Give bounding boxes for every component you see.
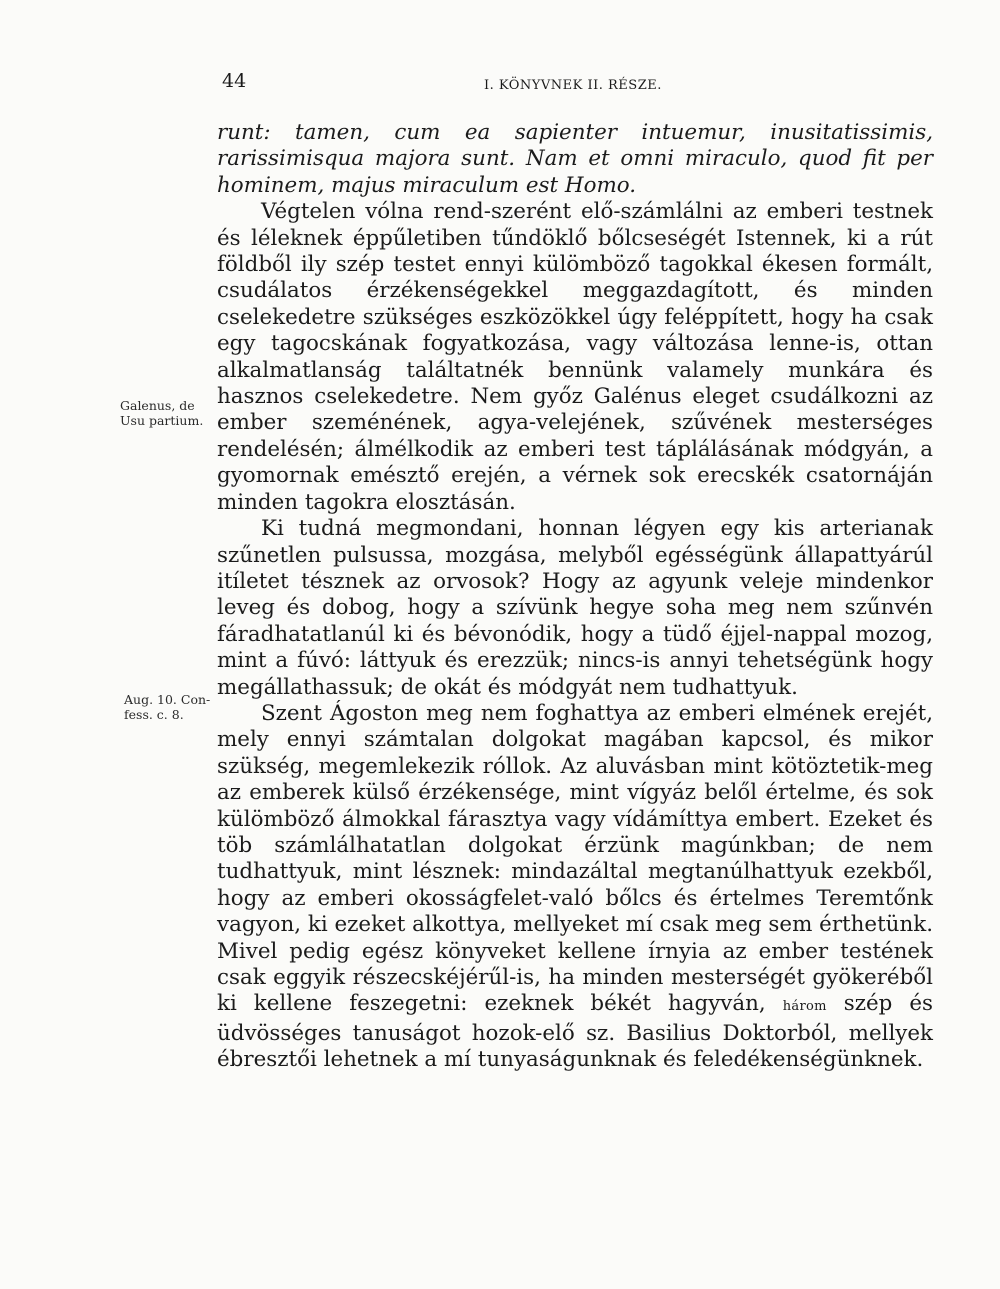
paragraph-pulse: Ki tudná megmondani, honnan légyen egy kis arterianak szűnetlen pulsussa, mozgása, melyből egésségünk állapattyárúl itíletet tésznek az orvosok? Hogy az agyunk veleje mindenkor leveg és dobog, hogy a szívünk hegye soha meg nem szűnvén fáradhatatlanúl ki és bévonódik, hogy a tüdő éjjel-nappal mozog, mint a fúvó: láttyuk és erezzük; nincs-is annyi tehetségünk hogy megállathassuk; de okát és módgyát nem tudhattyuk. bbox=[217, 516, 933, 700]
small-caps-word: három bbox=[782, 999, 827, 1015]
body-text bbox=[217, 120, 933, 1074]
page-header bbox=[0, 70, 1000, 100]
margin-note-augustine: Aug. 10. Con-fess. c. 8. bbox=[124, 692, 211, 722]
paragraph-augustine-text: Szent Ágoston meg nem foghattya az emberi elmének erejét, mely ennyi számtalan dolgokat magában kapcsol, és mikor szükség, megemlekezik róllok. Az aluvásban mint kötöztetik-meg az emberek külső érzékensége, mint vígyáz belől értelme, és sok külömböző álmokkal fárasztya vagy vídámíttya embert. Ezeket és töb számlálhatatlan dolgokat érzünk magúnkban; de nem tudhattyuk, mint lésznek: mindazáltal megtanúlhattyuk ezekből, hogy az emberi okosságfelet-való bőlcs és értelmes Teremtőnk vagyon, ki ezeket alkottya, mellyeket mí csak meg sem érthetünk. Mivel pedig egész könyveket kellene írnyia az ember testének csak eggyik részecskéjérűl-is, ha minden mesterségét gyökeréből ki kellene feszegetni: ezeknek békét hagyván, bbox=[217, 700, 933, 1017]
latin-quote-paragraph: runt: tamen, cum ea sapienter intuemur, inusitatissimis, rarissimisqua majora sunt. Nam et omni miraculo, quod fit per hominem, majus miraculum est Homo. bbox=[217, 120, 933, 198]
running-head: I. KÖNYVNEK II. RÉSZE. bbox=[484, 78, 662, 93]
page-number: 44 bbox=[222, 70, 247, 92]
paragraph-augustine-end: szép és üdvösséges tanuságot hozok-elő sz. Basilius Doktorból, mellyek ébresztői lehetnek a mí tunyaságunknak és feledékenségünknek. bbox=[217, 991, 933, 1073]
paragraph-augustine bbox=[217, 701, 933, 1074]
margin-note-galenus: Galenus, de Usu partium. bbox=[120, 398, 204, 428]
paragraph-body-wisdom: Végtelen vólna rend-szerént elő-számlálni az emberi testnek és léleknek éppűletiben tűndöklő bőlcseségét Istennek, ki a rút földből ily szép testet ennyi külömböző tagokkal ékesen formált, csudálatos érzékenségekkel meggazdagított, és minden cselekedetre szükséges eszközökkel úgy feléppített, hogy ha csak egy tagocskának fogyatkozása, vagy változása lenne-is, ottan alkalmatlanság találtatnék bennünk valamely munkára és hasznos cselekedetre. Nem győz Galénus eleget csudálkozni az ember szeménének, agya-velejének, szűvének mesterséges rendelésén; álmélkodik az emberi test táplálásának módgyán, a gyomornak emésztő erején, a vérnek sok erecskék csatornáján minden tagokra elosztásán. bbox=[217, 199, 933, 515]
